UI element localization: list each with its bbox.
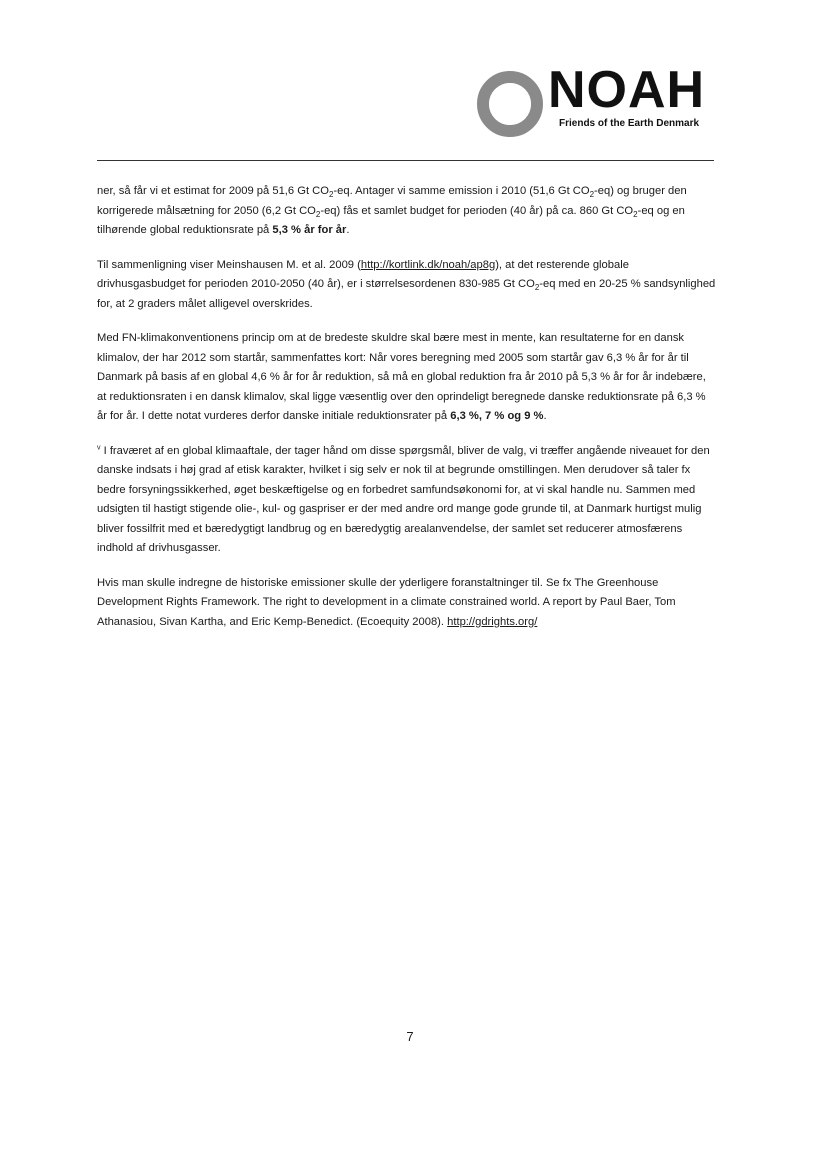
paragraph-budget-estimate: [97, 182, 717, 241]
globe-ring-icon: [476, 70, 544, 138]
text-segment: ner, så får vi et estimat for 2009 på 51,6 Gt CO: [97, 185, 329, 197]
document-body: [97, 182, 717, 647]
text-segment: ), at det resterende globale drivhusgasbudget for perioden 2010-2050 (40 år), er i størrelsesordenen 830-985 Gt CO: [97, 258, 629, 290]
bold-rate: 5,3 % år for år: [272, 224, 347, 236]
paragraph-fn-principle: [97, 329, 717, 427]
logo-wordmark: NOAH: [548, 61, 706, 119]
text-segment: .: [346, 224, 350, 236]
bold-rates: 6,3 %, 7 % og 9 %: [450, 410, 544, 422]
text-segment: Med FN-klimakonventionens princip om at de bredeste skuldre skal bære mest in mente, kan resultaterne for en dansk klimalov, der har 2012 som startår, sammenfattes kort: Når vores beregning med 2005 som startår gav 6,3 % år for år til Danmark på basis af en global 4,6 % år for år reduktion, så må en global reduktion fra år 2010 på 5,3 % år for år indebære, at reduktionsraten i en dansk klimalov, skal ligge væsentlig over den oprindeligt beregnede danske reduktionsrate på 6,3 % år for år. I dette notat vurderes derfor danske initiale reduktionsrater på: [97, 332, 706, 422]
text-segment: -eq) fås et samlet budget for perioden (40 år) på ca. 860 Gt CO: [320, 204, 634, 217]
text-segment: .: [543, 410, 547, 422]
subscript-2: 2: [315, 209, 321, 219]
text-segment: Hvis man skulle indregne de historiske emissioner skulle der yderligere foranstaltninger til. Se fx The Greenhouse Development Rights Framework. The right to development in a climate constrained world. A report by Paul Baer, Tom Athanasiou, Sivan Kartha, and Eric Kemp-Benedict. (Ecoequity 2008).: [97, 576, 676, 628]
text-segment: Til sammenligning viser Meinshausen M. et al. 2009 (: [97, 258, 361, 271]
text-segment: -eq og en tilhørende global reduktionsrate på: [97, 204, 685, 236]
link-kortlink[interactable]: http://kortlink.dk/noah/ap8g: [360, 258, 496, 271]
header-divider: [97, 160, 714, 161]
paragraph-meinshausen: [97, 256, 717, 315]
logo-tagline: Friends of the Earth Denmark: [559, 118, 700, 129]
subscript-2: 2: [328, 190, 334, 200]
paragraph-historical-emissions: [97, 574, 717, 633]
text-segment: -eq) og bruger den korrigerede målsætning for 2050 (6,2 Gt CO: [97, 185, 687, 217]
text-segment: -eq med en 20-25 % sandsynlighed for, at 2 graders målet alligevel overskrides.: [97, 278, 716, 310]
subscript-2: 2: [534, 283, 540, 293]
link-gdrights[interactable]: http://gdrights.org/: [447, 615, 538, 628]
subscript-2: 2: [633, 209, 638, 219]
text-segment: -eq. Antager vi samme emission i 2010 (51,6 Gt CO: [333, 185, 590, 197]
subscript-2: 2: [589, 190, 595, 200]
footnote-marker: v: [97, 443, 101, 451]
text-segment: I fraværet af en global klimaaftale, der tager hånd om disse spørgsmål, bliver de valg, vi træffer angående niveauet for den danske indsats i høj grad af etisk karakter, hvilket i sig selv er nok til at begrunde omstillingen. Men derudover så taler fx bedre forsyningssikkerhed, øget beskæftigelse og en forbedret samfundsøkonomi for, at vi skal handle nu. Sammen med udsigten til hastigt stigende olie-, kul- og gaspriser er der med andre ord mange gode grunde til, at Danmark hurtigst mulig bliver fossilfrit med et bæredygtigt landbrug og en bæredygtig arealanvendelse, der samlet set reducerer atmosfærens indhold af drivhusgasser.: [97, 444, 710, 554]
noah-logo: [476, 61, 716, 140]
page-number: 7: [406, 1029, 414, 1044]
paragraph-footnote-v: [97, 442, 717, 559]
